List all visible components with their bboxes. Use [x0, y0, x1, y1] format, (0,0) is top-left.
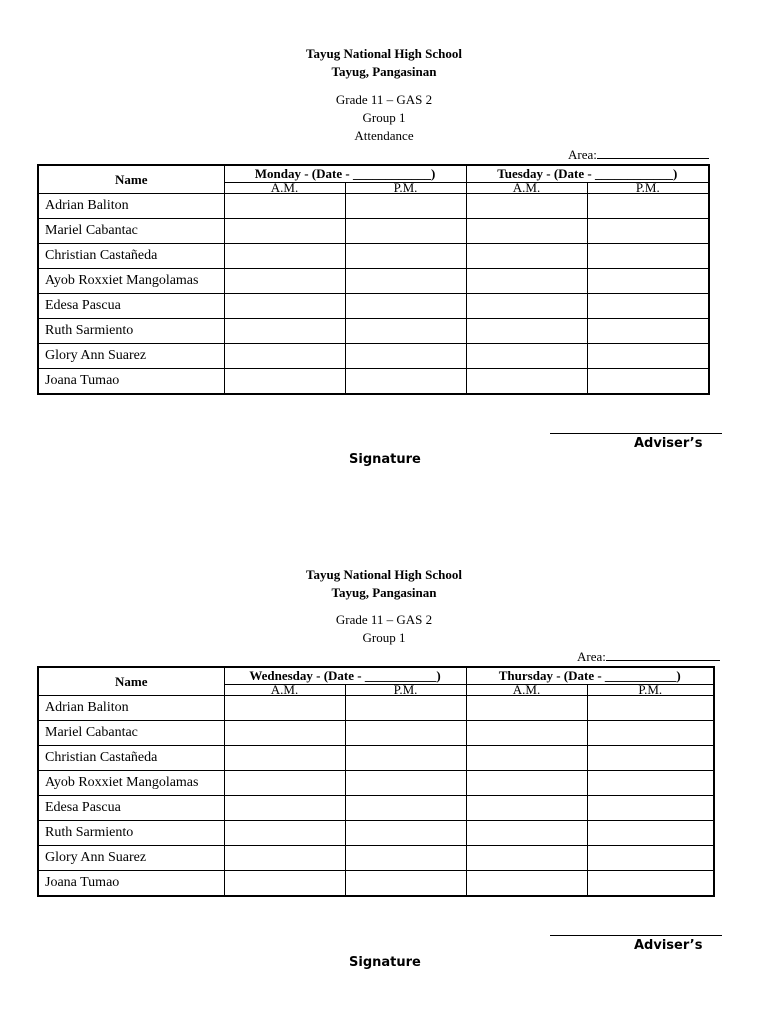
attendance-cell[interactable]: [466, 721, 587, 746]
attendance-cell[interactable]: [224, 269, 345, 294]
am-header: A.M.: [224, 183, 345, 194]
attendance-cell[interactable]: [466, 369, 587, 395]
attendance-cell[interactable]: [224, 219, 345, 244]
student-name: Glory Ann Suarez: [38, 846, 224, 871]
attendance-cell[interactable]: [224, 746, 345, 771]
attendance-cell[interactable]: [466, 771, 587, 796]
attendance-cell[interactable]: [587, 871, 714, 897]
signature-line[interactable]: [550, 935, 722, 936]
attendance-cell[interactable]: [345, 244, 466, 269]
attendance-cell[interactable]: [345, 319, 466, 344]
table-row: [38, 846, 714, 871]
attendance-cell[interactable]: [224, 821, 345, 846]
table-row: [38, 244, 709, 269]
student-name: Adrian Baliton: [38, 696, 224, 721]
attendance-cell[interactable]: [587, 194, 709, 219]
attendance-cell[interactable]: [587, 846, 714, 871]
table-row: [38, 369, 709, 395]
attendance-cell[interactable]: [587, 696, 714, 721]
student-name: Joana Tumao: [38, 871, 224, 897]
attendance-cell[interactable]: [224, 796, 345, 821]
name-header: Name: [38, 165, 224, 194]
signature-label: Signature: [349, 452, 421, 467]
student-name: Mariel Cabantac: [38, 721, 224, 746]
attendance-cell[interactable]: [345, 269, 466, 294]
attendance-cell[interactable]: [224, 771, 345, 796]
table-row: [38, 319, 709, 344]
table-row: [38, 721, 714, 746]
student-name: Adrian Baliton: [38, 194, 224, 219]
table-row: [38, 219, 709, 244]
attendance-cell[interactable]: [224, 294, 345, 319]
student-name: Ruth Sarmiento: [38, 821, 224, 846]
attendance-cell[interactable]: [224, 871, 345, 897]
am-header: A.M.: [466, 183, 587, 194]
attendance-cell[interactable]: [224, 194, 345, 219]
student-name: Ayob Roxxiet Mangolamas: [38, 771, 224, 796]
area-field[interactable]: [568, 146, 709, 163]
student-name: Ruth Sarmiento: [38, 319, 224, 344]
student-name: Joana Tumao: [38, 369, 224, 395]
attendance-cell[interactable]: [224, 244, 345, 269]
advisers-label: Adviser’s: [634, 938, 703, 953]
student-name: Mariel Cabantac: [38, 219, 224, 244]
pm-header: P.M.: [345, 183, 466, 194]
table-row: [38, 796, 714, 821]
attendance-cell[interactable]: [345, 344, 466, 369]
attendance-cell[interactable]: [466, 696, 587, 721]
attendance-title: Attendance: [354, 128, 414, 143]
table-row: [38, 746, 714, 771]
attendance-cell[interactable]: [587, 796, 714, 821]
signature-line[interactable]: [550, 433, 722, 434]
signature-label: Signature: [349, 955, 421, 970]
attendance-cell[interactable]: [587, 294, 709, 319]
table-row: [38, 821, 714, 846]
attendance-cell[interactable]: [345, 821, 466, 846]
attendance-cell[interactable]: [587, 771, 714, 796]
pm-header: P.M.: [587, 183, 709, 194]
area-label: Area:: [568, 147, 597, 162]
day-header-tuesday: Tuesday - (Date - ____________): [466, 165, 709, 183]
attendance-table-1: [37, 164, 710, 395]
attendance-cell[interactable]: [466, 746, 587, 771]
attendance-cell[interactable]: [466, 871, 587, 897]
attendance-cell[interactable]: [587, 721, 714, 746]
attendance-cell[interactable]: [224, 846, 345, 871]
attendance-cell[interactable]: [466, 269, 587, 294]
table-row: [38, 294, 709, 319]
student-name: Glory Ann Suarez: [38, 344, 224, 369]
school-location: Tayug, Pangasinan: [331, 64, 437, 79]
attendance-table-2: [37, 666, 715, 897]
attendance-cell[interactable]: [345, 771, 466, 796]
advisers-label: Adviser’s: [634, 436, 703, 451]
attendance-cell[interactable]: [466, 344, 587, 369]
student-name: Christian Castañeda: [38, 746, 224, 771]
attendance-cell[interactable]: [466, 294, 587, 319]
attendance-cell[interactable]: [345, 294, 466, 319]
area-blank[interactable]: [597, 146, 709, 159]
student-name: Ayob Roxxiet Mangolamas: [38, 269, 224, 294]
attendance-cell[interactable]: [466, 219, 587, 244]
grade-section: Grade 11 – GAS 2: [335, 92, 433, 107]
attendance-cell[interactable]: [345, 194, 466, 219]
student-name: Christian Castañeda: [38, 244, 224, 269]
area-blank[interactable]: [606, 648, 720, 661]
group-label: Group 1: [362, 630, 406, 645]
attendance-cell[interactable]: [345, 796, 466, 821]
attendance-cell[interactable]: [466, 244, 587, 269]
table-row: [38, 871, 714, 897]
attendance-cell[interactable]: [224, 344, 345, 369]
day-header-monday: Monday - (Date - ____________): [224, 165, 466, 183]
attendance-cell[interactable]: [224, 369, 345, 395]
student-name: Edesa Pascua: [38, 796, 224, 821]
attendance-cell[interactable]: [345, 219, 466, 244]
grade-section: Grade 11 – GAS 2: [335, 612, 433, 627]
attendance-cell[interactable]: [587, 746, 714, 771]
school-location: Tayug, Pangasinan: [331, 585, 437, 600]
attendance-cell[interactable]: [587, 219, 709, 244]
pm-header: P.M.: [345, 685, 466, 696]
area-label: Area:: [577, 649, 606, 664]
attendance-cell[interactable]: [587, 369, 709, 395]
table-row: [38, 269, 709, 294]
attendance-cell[interactable]: [345, 721, 466, 746]
attendance-cell[interactable]: [345, 746, 466, 771]
attendance-cell[interactable]: [587, 344, 709, 369]
attendance-cell[interactable]: [466, 821, 587, 846]
day-header-wednesday: Wednesday - (Date - ___________): [224, 667, 466, 685]
attendance-cell[interactable]: [345, 871, 466, 897]
attendance-cell[interactable]: [587, 821, 714, 846]
attendance-cell[interactable]: [587, 269, 709, 294]
school-name: Tayug National High School: [306, 567, 462, 582]
table-row: [38, 696, 714, 721]
attendance-cell[interactable]: [224, 721, 345, 746]
area-field[interactable]: [577, 648, 720, 665]
attendance-cell[interactable]: [587, 244, 709, 269]
attendance-cell[interactable]: [224, 319, 345, 344]
table-row: [38, 344, 709, 369]
attendance-cell[interactable]: [345, 369, 466, 395]
attendance-cell[interactable]: [224, 696, 345, 721]
day-header-thursday: Thursday - (Date - ___________): [466, 667, 714, 685]
group-label: Group 1: [362, 110, 406, 125]
am-header: A.M.: [466, 685, 587, 696]
student-name: Edesa Pascua: [38, 294, 224, 319]
attendance-cell[interactable]: [587, 319, 709, 344]
attendance-cell[interactable]: [466, 796, 587, 821]
attendance-cell[interactable]: [345, 696, 466, 721]
attendance-cell[interactable]: [466, 846, 587, 871]
table-row: [38, 771, 714, 796]
table-row: [38, 194, 709, 219]
school-name: Tayug National High School: [306, 46, 462, 61]
attendance-cell[interactable]: [466, 319, 587, 344]
pm-header: P.M.: [587, 685, 714, 696]
attendance-cell[interactable]: [466, 194, 587, 219]
attendance-cell[interactable]: [345, 846, 466, 871]
am-header: A.M.: [224, 685, 345, 696]
name-header: Name: [38, 667, 224, 696]
